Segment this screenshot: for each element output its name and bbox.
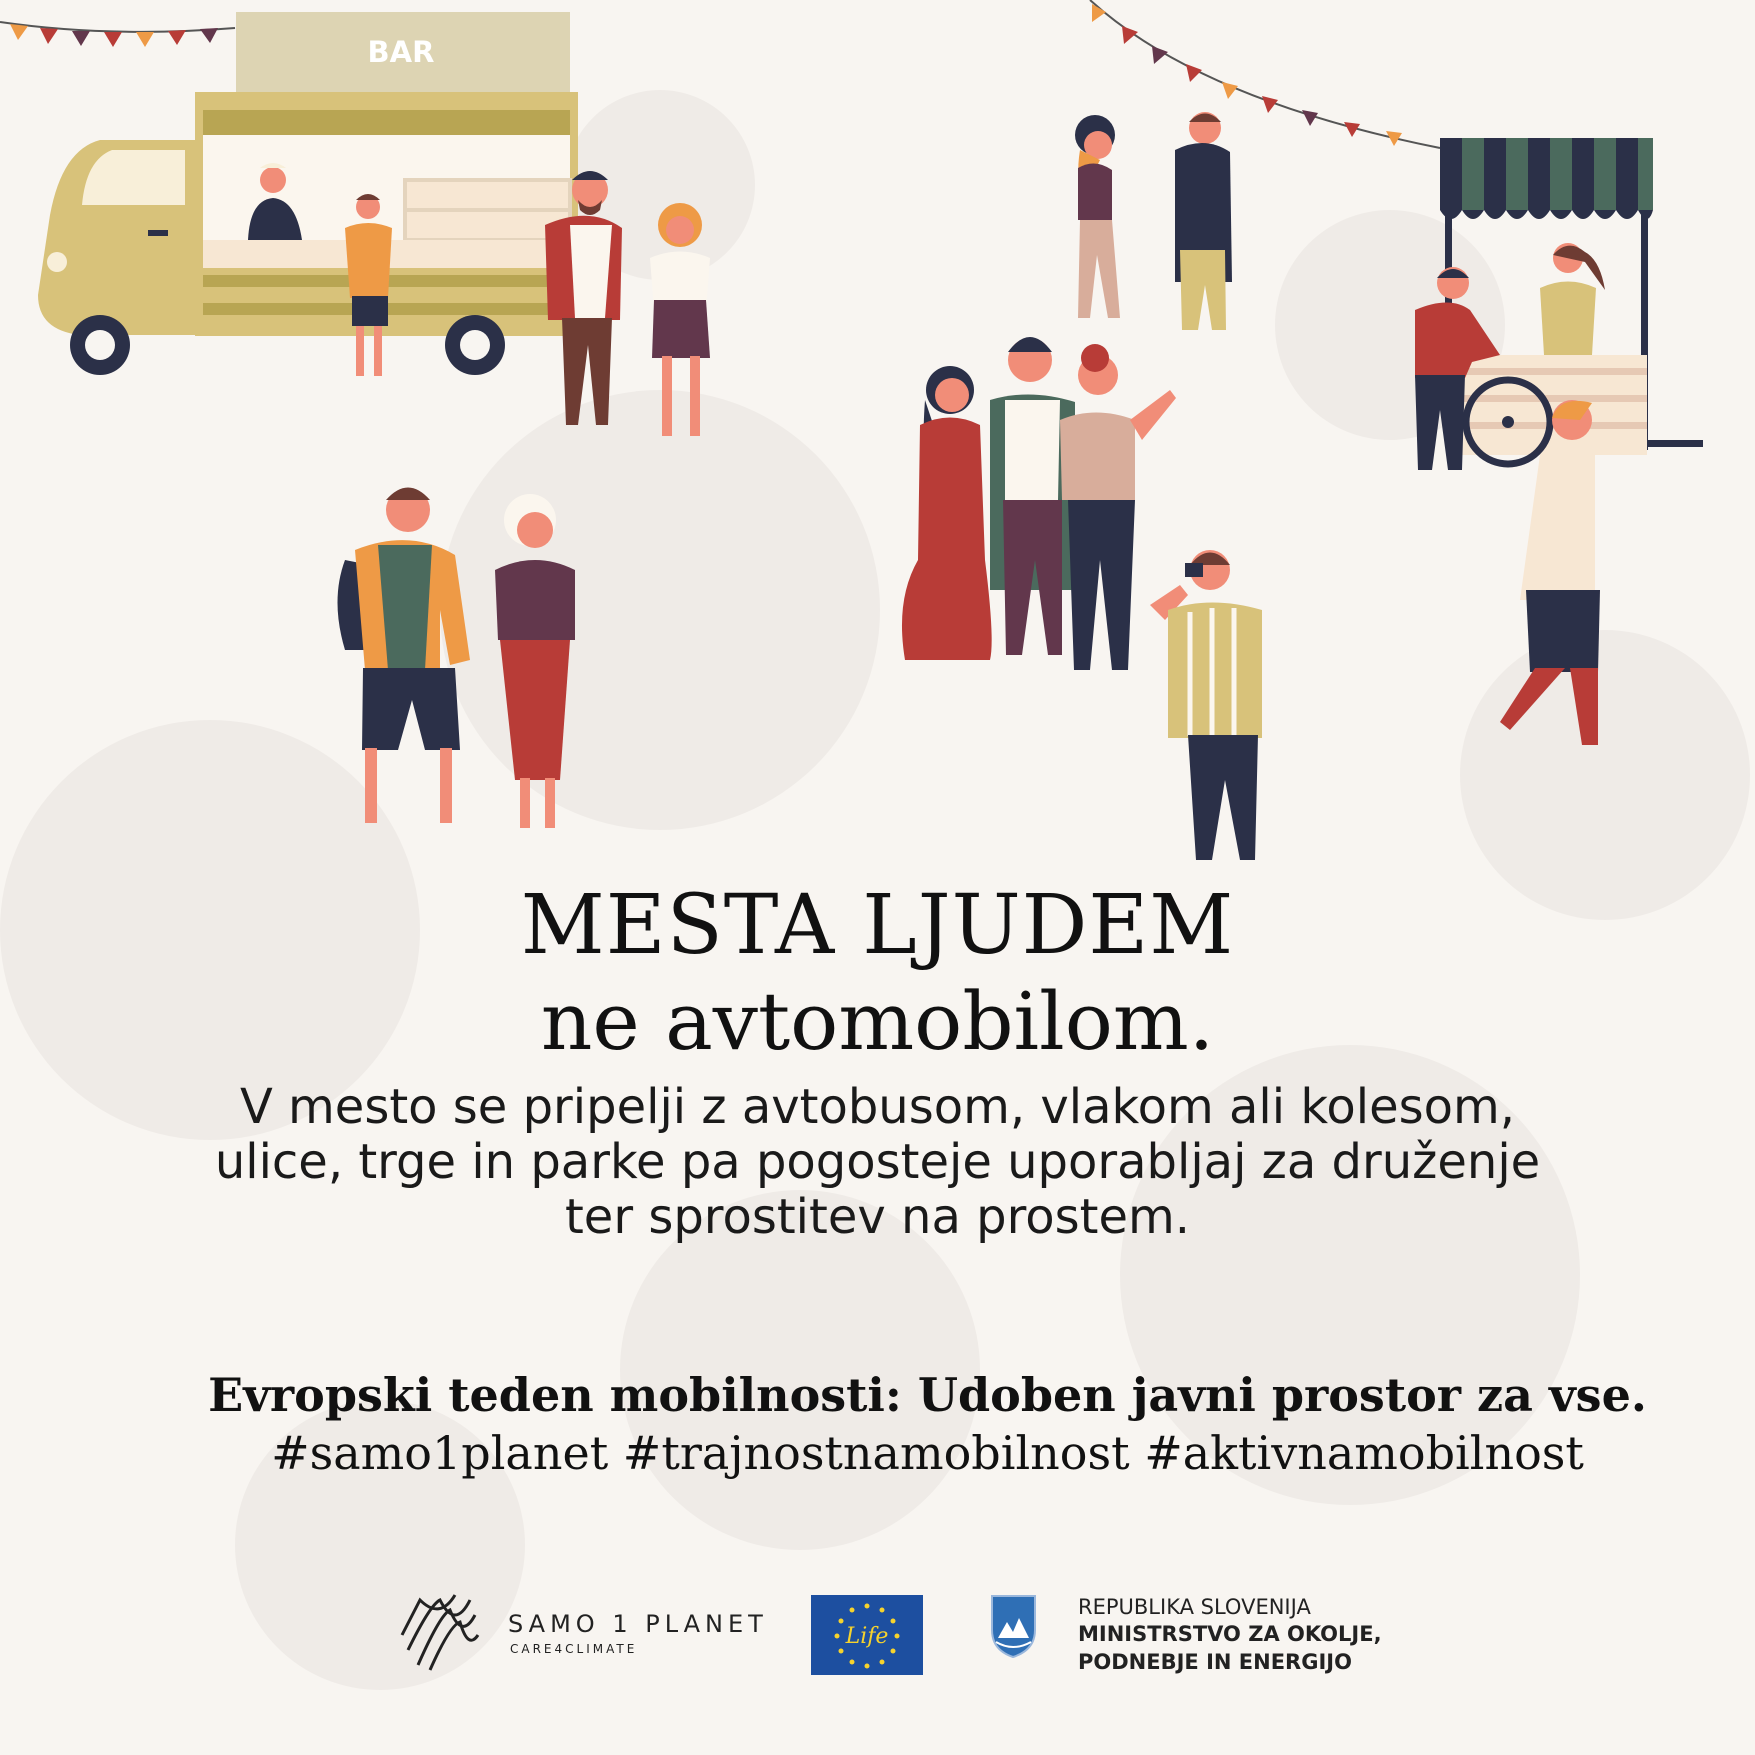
person-photographer — [1150, 550, 1262, 860]
headline-line2: ne avtomobilom. — [540, 975, 1215, 1068]
bunting-right — [1090, 0, 1440, 148]
body-text — [140, 1080, 1615, 1245]
life-logo-text: Life — [845, 1624, 889, 1649]
samo1planet-name: SAMO 1 PLANET — [508, 1610, 768, 1638]
bunting-left — [0, 22, 235, 47]
person-man-top — [1175, 112, 1232, 330]
truck-sign: BAR — [367, 35, 435, 69]
campaign-title: Evropski teden mobilnosti: Udoben javni prostor za vse. — [208, 1368, 1647, 1422]
ministry-line1: REPUBLIKA SLOVENIJA — [1078, 1595, 1311, 1619]
body-line1: V mesto se pripelji z avtobusom, vlakom ali kolesom, — [239, 1079, 1516, 1135]
samo1planet-subtitle: CARE4CLIMATE — [510, 1642, 638, 1656]
headline-line1: MESTA LJUDEM — [520, 878, 1235, 973]
slovenia-coat-of-arms-icon — [992, 1596, 1035, 1657]
body-line2: ulice, trge in parke pa pogosteje uporabljaj za druženje — [214, 1134, 1541, 1190]
group-of-friends — [902, 337, 1176, 670]
body-line3: ter sprostitev na prostem. — [564, 1189, 1191, 1245]
food-truck — [38, 12, 578, 376]
ministry-line2: MINISTRSTVO ZA OKOLJE, — [1078, 1622, 1382, 1646]
hashtags: #samo1planet #trajnostnamobilnost #aktivnamobilnost — [271, 1426, 1584, 1480]
person-woman-top — [1075, 115, 1120, 318]
eu-life-logo — [811, 1595, 923, 1675]
person-man-backpack — [338, 488, 471, 824]
ministry-line3: PODNEBJE IN ENERGIJO — [1078, 1650, 1352, 1674]
